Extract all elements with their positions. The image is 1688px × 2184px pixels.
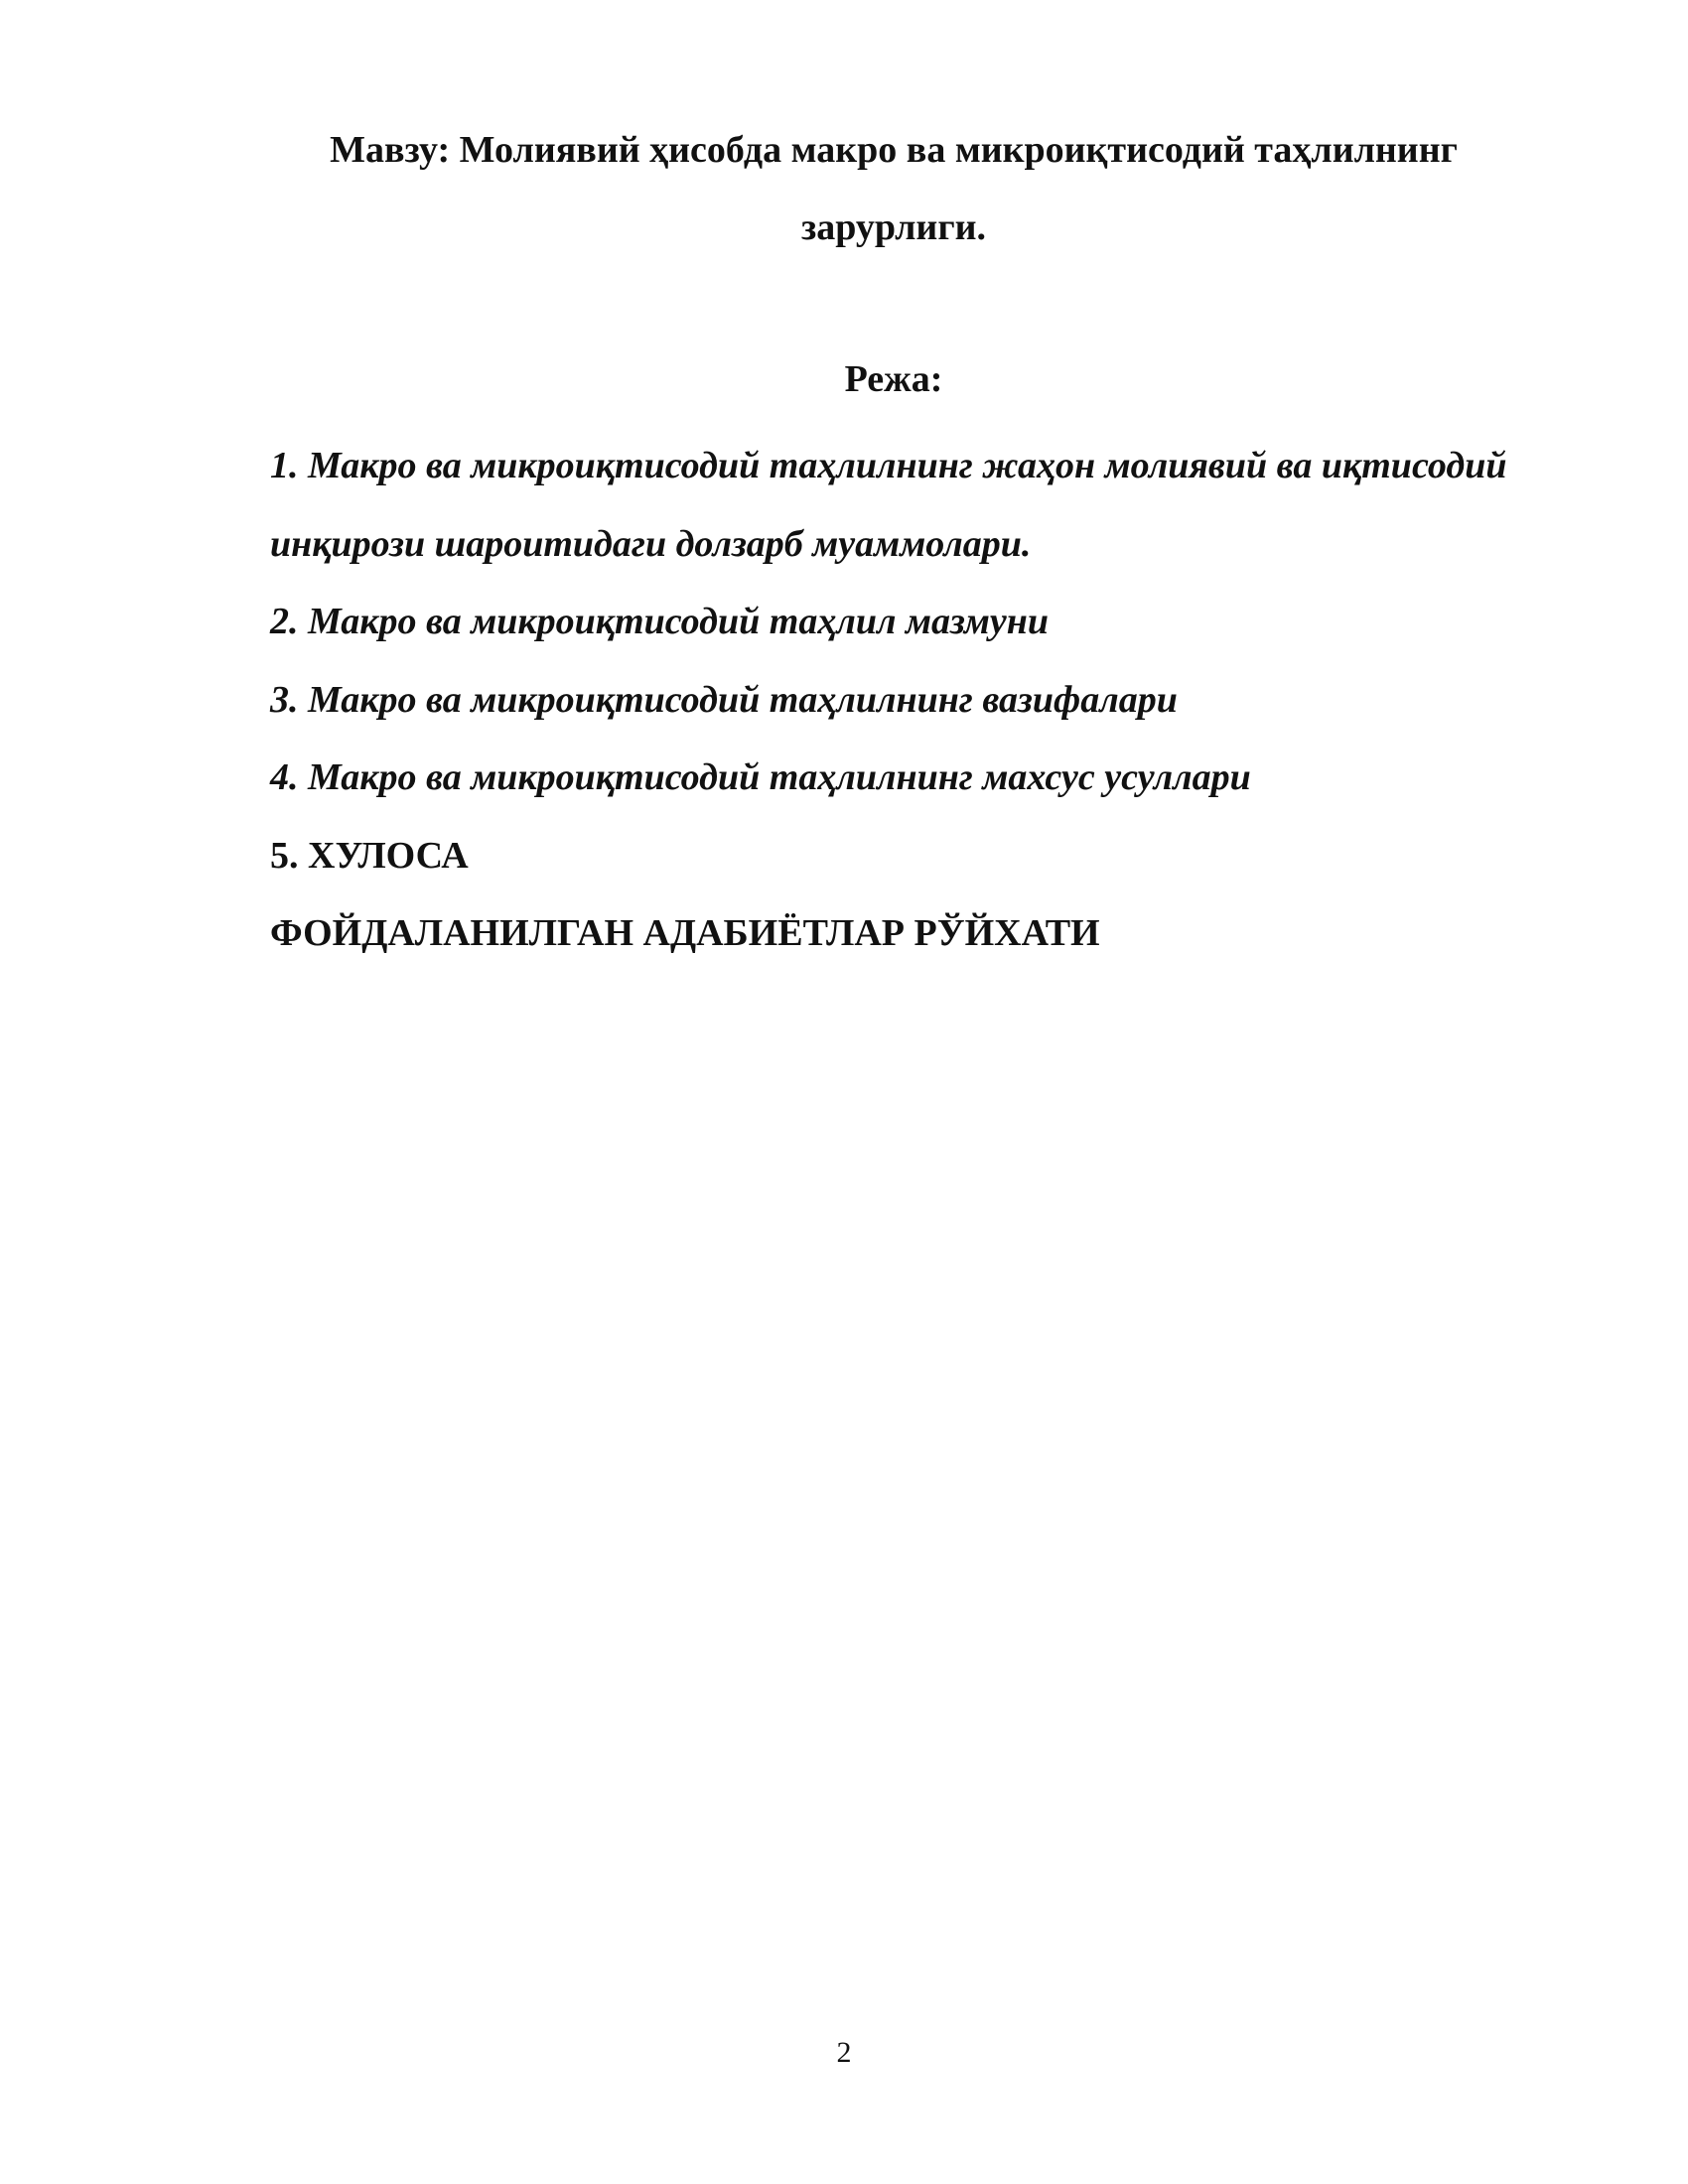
page-number: 2 bbox=[836, 2036, 852, 2069]
plan-item-conclusion-text: 5. ХУЛОСА bbox=[270, 834, 469, 877]
plan-item-2-text: 2. Макро ва микроиқтисодий таҳлил мазмуни bbox=[270, 601, 1050, 642]
plan-heading: Режа: bbox=[844, 358, 943, 400]
plan-item-4 bbox=[270, 739, 1620, 817]
plan-item-1-line-1: 1. Макро ва микроиқтисодий таҳлилнинг жаҳон молиявий ва иқтисодий bbox=[270, 445, 1507, 486]
plan-item-4-text: 4. Макро ва микроиқтисодий таҳлилнинг махсус усуллари bbox=[270, 756, 1251, 798]
document-title bbox=[179, 111, 1609, 266]
plan-item-1 bbox=[270, 427, 1620, 583]
plan-item-2 bbox=[270, 583, 1620, 661]
plan-item-3-text: 3. Макро ва микроиқтисодий таҳлилнинг вазифалари bbox=[270, 678, 1178, 721]
plan-item-references-text: ФОЙДАЛАНИЛГАН АДАБИЁТЛАР РЎЙХАТИ bbox=[270, 912, 1100, 954]
plan-item-1-line-2: инқирози шароитидаги долзарб муаммолари. bbox=[270, 522, 1032, 565]
title-line-1: Мавзу: Молиявий ҳисобда макро ва микроиқтисодий таҳлилнинг bbox=[330, 129, 1458, 171]
plan-item-references bbox=[270, 894, 1620, 973]
title-line-2: зарурлиги. bbox=[801, 206, 986, 248]
plan-item-conclusion bbox=[270, 817, 1620, 895]
plan-item-3 bbox=[270, 661, 1620, 740]
plan-list bbox=[270, 427, 1620, 973]
